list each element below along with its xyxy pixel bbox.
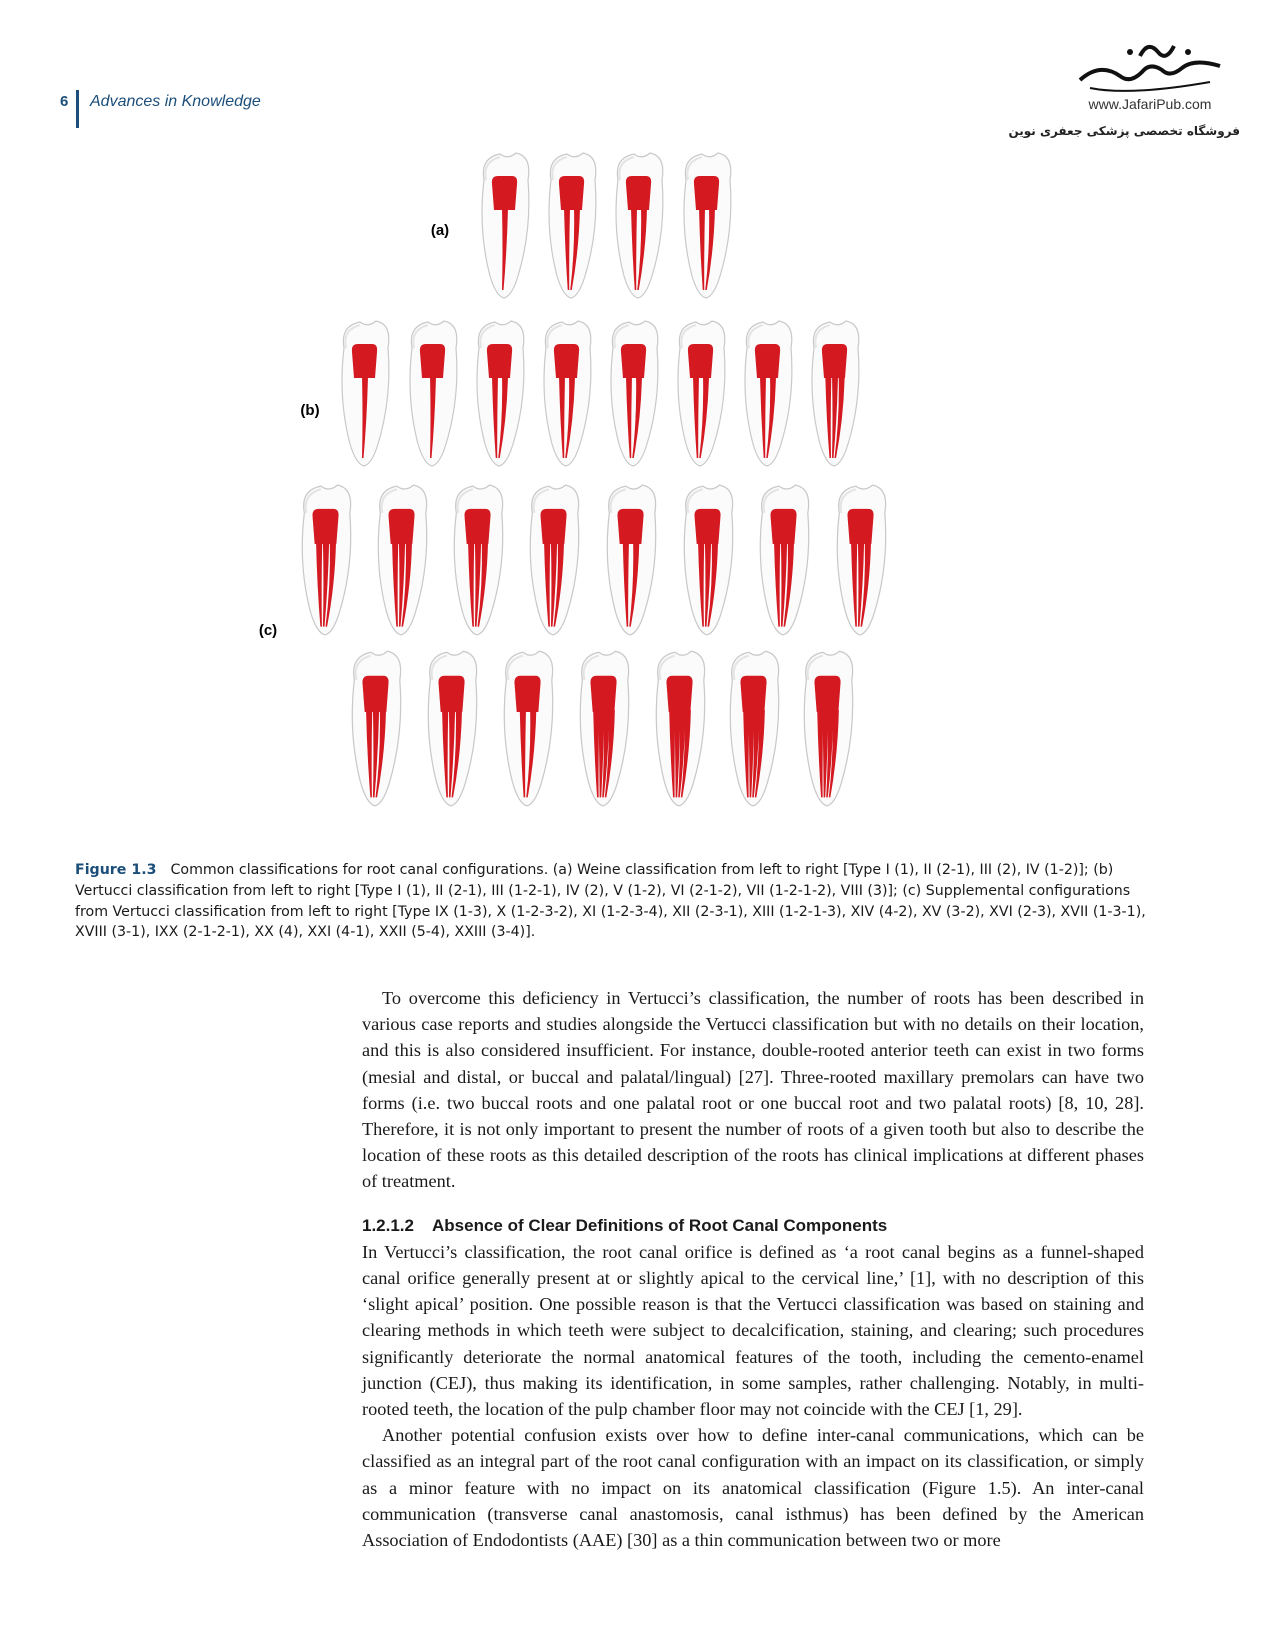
pulp-chamber	[770, 509, 796, 544]
tooth-illustration	[745, 321, 792, 466]
tooth-illustration	[684, 153, 731, 298]
tooth-illustration	[616, 153, 663, 298]
pulp-chamber	[814, 676, 840, 712]
pulp-chamber	[438, 676, 464, 712]
tooth-illustration	[530, 485, 578, 635]
pulp-chamber	[554, 344, 579, 378]
pulp-chamber	[487, 344, 512, 378]
panel-label-b: (b)	[300, 402, 320, 419]
pulp-chamber	[514, 676, 540, 712]
pulp-chamber	[626, 176, 651, 210]
tooth-illustration	[760, 485, 808, 635]
pulp-chamber	[492, 176, 517, 210]
pulp-chamber	[755, 344, 780, 378]
pulp-chamber	[388, 509, 414, 544]
publisher-url: www.JafariPub.com	[1088, 96, 1212, 112]
tooth-illustration	[352, 651, 400, 806]
tooth-illustration	[454, 485, 502, 635]
pulp-chamber	[362, 676, 388, 712]
caption-label: Figure 1.3	[75, 862, 157, 878]
section-heading	[362, 1213, 1144, 1239]
pulp-chamber	[590, 676, 616, 712]
pulp-chamber	[688, 344, 713, 378]
tooth-illustration	[302, 485, 350, 635]
pulp-chamber	[694, 176, 719, 210]
tooth-illustration	[684, 485, 732, 635]
pulp-chamber	[540, 509, 566, 544]
tooth-illustration	[544, 321, 591, 466]
panel-label-a: (a)	[430, 222, 450, 239]
pulp-chamber	[621, 344, 646, 378]
tooth-illustration	[837, 485, 885, 635]
pulp-chamber	[740, 676, 766, 712]
publisher-subtitle: فروشگاه تخصصی پزشکی جعفری نوین	[1008, 124, 1240, 138]
pulp-chamber	[312, 509, 338, 544]
pulp-chamber	[617, 509, 643, 544]
tooth-illustration	[607, 485, 655, 635]
tooth-illustration	[504, 651, 552, 806]
pulp-chamber	[822, 344, 847, 378]
section-heading-number: 1.2.1.2	[362, 1215, 414, 1235]
tooth-illustration	[656, 651, 704, 806]
tooth-illustration	[410, 321, 457, 466]
pulp-chamber	[352, 344, 377, 378]
tooth-illustration	[812, 321, 859, 466]
pulp-chamber	[420, 344, 445, 378]
pulp-chamber	[847, 509, 873, 544]
pulp-chamber	[694, 509, 720, 544]
root-canal-figure	[0, 140, 1276, 860]
tooth-illustration	[730, 651, 778, 806]
page-number: 6	[60, 93, 69, 110]
header-rule	[76, 90, 79, 128]
tooth-illustration	[342, 321, 389, 466]
paragraph-2: In Vertucci’s classification, the root canal orifice is defined as ‘a root canal begins as a funnel-shaped canal orifice generally present at or slightly apical to the cervical line,’ [1], with no description of this ‘slight apical’ position. One possible reason is that the Vertucci classification was based on staining and clearing methods in which teeth were subject to decalcification, staining, and clearing; such procedures significantly deteriorate the normal anatomical features of the tooth, including the cemento-enamel junction (CEJ), thus making its identification, in some samples, rather challenging. Notably, in multi-rooted teeth, the location of the pulp chamber floor may not coincide with the CEJ [1, 29].	[362, 1241, 1144, 1420]
body-text	[362, 985, 1144, 1553]
running-head: Advances in Knowledge	[90, 93, 261, 110]
tooth-illustration	[477, 321, 524, 466]
tooth-illustration	[428, 651, 476, 806]
tooth-illustration	[549, 153, 596, 298]
section-heading-title: Absence of Clear Definitions of Root Canal Components	[432, 1215, 888, 1235]
tooth-illustration	[804, 651, 852, 806]
panel-label-c: (c)	[258, 622, 278, 639]
tooth-illustration	[378, 485, 426, 635]
tooth-illustration	[678, 321, 725, 466]
teeth-layer	[302, 153, 885, 806]
tooth-illustration	[580, 651, 628, 806]
caption-text: Common classifications for root canal configurations. (a) Weine classification from left to right [Type I (1), II (2-1), III (2), IV (1-2)]; (b) Vertucci classification from left to right [Type I (1), II (2-1), III (1-2-1), IV (2), V (1-2), VI (2-1-2), VII (1-2-1-2), VIII (3)]; (c) Supplemental configurations from Vertucci classification from left to right [Type IX (1-3), X (1-2-3-2), XI (1-2-3-4), XII (2-3-1), XIII (1-2-1-3), XIV (4-2), XV (3-2), XVI (2-3), XVII (1-3-1), XVIII (3-1), IXX (2-1-2-1), XX (4), XXI (4-1), XXII (5-4), XXIII (3-4)].	[75, 862, 1146, 941]
figure-caption	[75, 860, 1150, 943]
paragraph-3: Another potential confusion exists over how to define inter-canal communications, which can be classified as an integral part of the root canal configuration with an impact on its classification, or simply as a minor feature with no impact on its anatomical classification (Figure 1.5). An inter-canal communication (transverse canal anastomosis, canal isthmus) has been defined by the American Association of Endodontists (AAE) [30] as a thin communication between two or more	[362, 1425, 1144, 1551]
tooth-illustration	[611, 321, 658, 466]
pulp-chamber	[559, 176, 584, 210]
paragraph-1: To overcome this deficiency in Vertucci’s classification, the number of roots has been described in various case reports and studies alongside the Vertucci classification but with no details on their location, and this is also considered insufficient. For instance, double-rooted anterior teeth can exist in two forms (mesial and distal, or buccal and palatal/lingual) [27]. Three-rooted maxillary premolars can have two forms (i.e. two buccal roots and one palatal root or one buccal root and two palatal roots) [8, 10, 28]. Therefore, it is not only important to present the number of roots of a given tooth but also to describe the location of these roots as this detailed description of the roots has clinical implications at different phases of treatment.	[362, 988, 1144, 1192]
pulp-chamber	[666, 676, 692, 712]
tooth-illustration	[482, 153, 529, 298]
pulp-chamber	[464, 509, 490, 544]
